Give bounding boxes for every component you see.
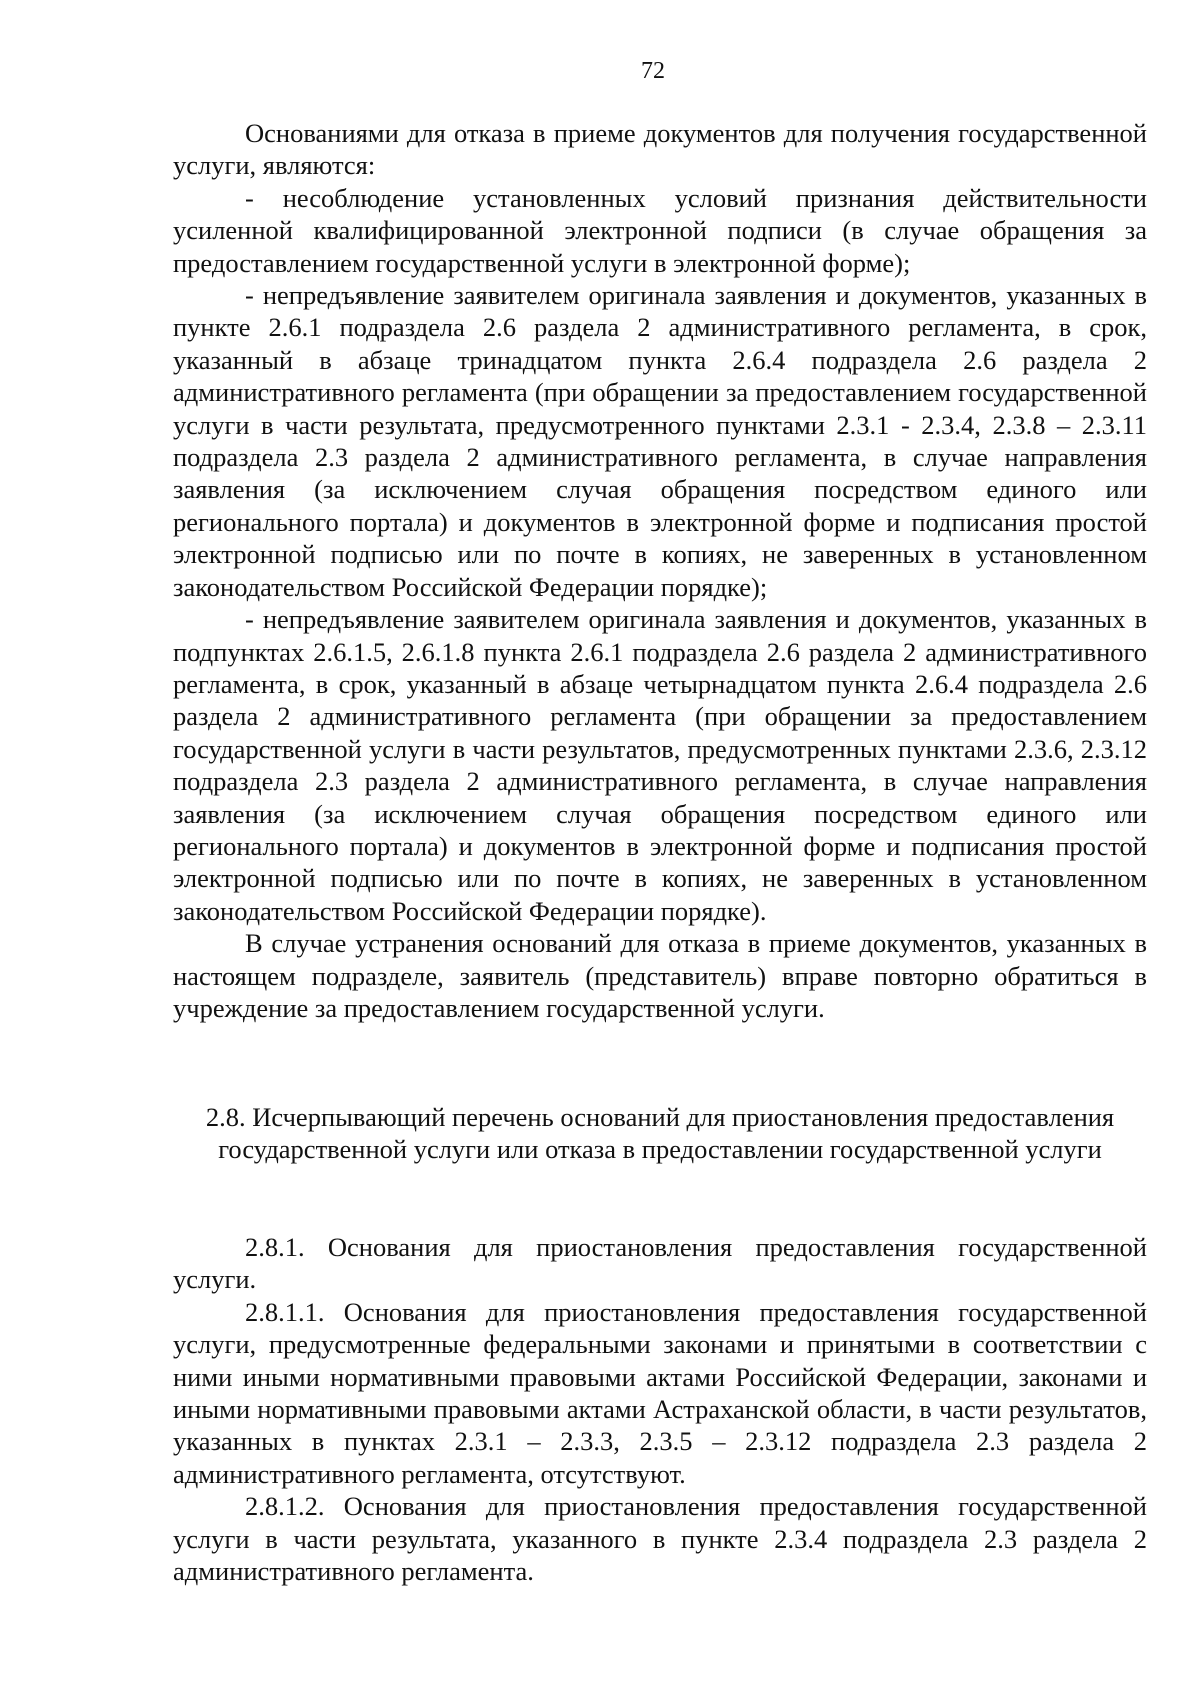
paragraph: Основаниями для отказа в приеме документов для получения государственной услуги, являются: [173,118,1147,181]
section-heading-text: 2.8. Исчерпывающий перечень оснований для приостановления предоставления государственной услуги или отказа в предоставлении государственной услуги [205,1102,1115,1165]
paragraph: 2.8.1. Основания для приостановления предоставления государственной услуги. [173,1232,1147,1295]
paragraph: В случае устранения оснований для отказа в приеме документов, указанных в настоящем подразделе, заявитель (представитель) вправе повторно обратиться в учреждение за предоставлением государственной услуги. [173,928,1147,1023]
paragraph: 2.8.1.1. Основания для приостановления предоставления государственной услуги, предусмотренные федеральными законами и принятыми в соответствии с ними иными нормативными правовыми актами Российской Федерации, законами и иными нормативными правовыми актами Астраханской области, в части результатов, указанных в пунктах 2.3.1 – 2.3.3, 2.3.5 – 2.3.12 подраздела 2.3 раздела 2 административного регламента, отсутствуют. [173,1296,1147,1489]
page-number: 72 [641,58,665,84]
paragraph: 2.8.1.2. Основания для приостановления предоставления государственной услуги в части результата, указанного в пункте 2.3.4 подраздела 2.3 раздела 2 административного регламента. [173,1491,1147,1587]
list-item: - непредъявление заявителем оригинала заявления и документов, указанных в подпунктах 2.6.1.5, 2.6.1.8 пункта 2.6.1 подраздела 2.6 раздела 2 административного регламента, в срок, указанный в абзаце четырнадцатом пункта 2.6.4 подраздела 2.6 раздела 2 административного регламента (при обращении за предоставлением государственной услуги в части результатов, предусмотренных пунктами 2.3.6, 2.3.12 подраздела 2.3 раздела 2 административного регламента, в случае направления заявления (за исключением случая обращения посредством единого или регионального портала) и документов в электронной форме и подписания простой электронной подписью или по почте в копиях, не заверенных в установленном законодательством Российской Федерации порядке). [173,604,1147,926]
text-block-suspension-grounds [173,1231,1147,1587]
list-item: - несоблюдение установленных условий признания действительности усиленной квалифицированной электронной подписи (в случае обращения за предоставлением государственной услуги в электронной форме); [173,182,1147,278]
text-block-grounds-for-refusal [173,117,1147,1024]
list-item: - непредъявление заявителем оригинала заявления и документов, указанных в пункте 2.6.1 подраздела 2.6 раздела 2 административного регламента, в срок, указанный в абзаце тринадцатом пункта 2.6.4 подраздела 2.6 раздела 2 административного регламента (при обращении за предоставлением государственной услуги в части результата, предусмотренного пунктами 2.3.1 - 2.3.4, 2.3.8 – 2.3.11 подраздела 2.3 раздела 2 административного регламента, в случае направления заявления (за исключением случая обращения посредством единого или регионального портала) и документов в электронной форме и подписания простой электронной подписью или по почте в копиях, не заверенных в установленном законодательством Российской Федерации порядке); [173,280,1147,602]
section-heading [173,1101,1147,1166]
